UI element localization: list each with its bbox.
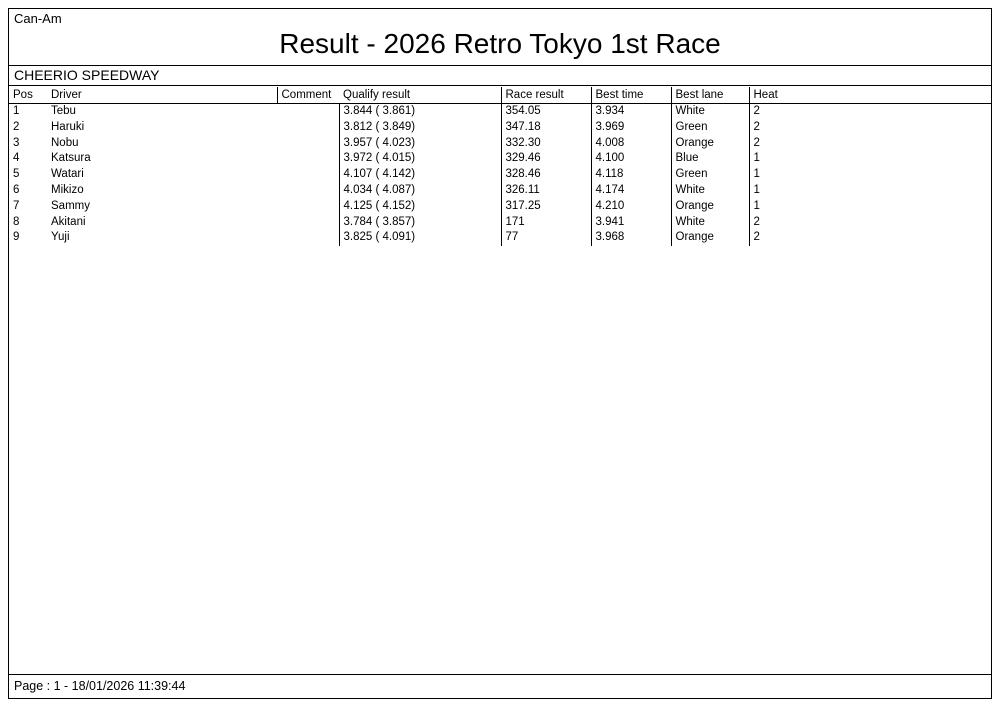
cell-pos: 8 (13, 215, 20, 228)
cell-best-lane: Green (671, 120, 749, 136)
cell-driver: Watari (51, 168, 84, 181)
race-category: Can-Am (14, 11, 62, 26)
cell-comment (277, 136, 339, 152)
table-row (9, 199, 991, 215)
cell-heat: 2 (753, 215, 760, 228)
cell-driver: Katsura (51, 152, 91, 165)
cell-driver: Yuji (51, 231, 70, 244)
table-row (9, 230, 991, 246)
cell-pos: 7 (13, 199, 20, 212)
cell-comment (277, 120, 339, 136)
results-table (9, 87, 991, 246)
cell-best-lane: Orange (671, 230, 749, 246)
cell-heat: 1 (753, 168, 760, 181)
cell-pos: 5 (13, 168, 20, 181)
report-header (9, 9, 991, 66)
cell-heat: 2 (753, 231, 760, 244)
column-header-driver: Driver (47, 87, 277, 104)
table-row (9, 151, 991, 167)
venue-name: CHEERIO SPEEDWAY (14, 67, 160, 83)
cell-heat: 2 (753, 105, 760, 117)
cell-driver: Tebu (51, 105, 76, 117)
table-row (9, 183, 991, 199)
cell-best-time: 4.118 (591, 167, 671, 183)
cell-driver: Akitani (51, 215, 86, 228)
cell-driver: Sammy (51, 199, 90, 212)
cell-qualify: 4.034 ( 4.087) (339, 183, 501, 199)
table-row (9, 167, 991, 183)
results-table-wrapper (9, 87, 991, 246)
cell-race: 354.05 (501, 104, 591, 120)
column-header-pos: Pos (9, 87, 47, 104)
cell-qualify: 3.812 ( 3.849) (339, 120, 501, 136)
cell-race: 347.18 (501, 120, 591, 136)
cell-best-lane: White (671, 183, 749, 199)
column-header-qualify: Qualify result (339, 87, 501, 104)
cell-best-time: 4.174 (591, 183, 671, 199)
report-footer (9, 674, 991, 698)
cell-comment (277, 230, 339, 246)
column-header-comment: Comment (277, 87, 339, 104)
cell-best-time: 3.934 (591, 104, 671, 120)
cell-pos: 2 (13, 120, 20, 133)
cell-qualify: 3.825 ( 4.091) (339, 230, 501, 246)
results-table-body (9, 104, 991, 247)
cell-race: 77 (501, 230, 591, 246)
column-header-best-lane: Best lane (671, 87, 749, 104)
cell-heat: 1 (753, 183, 760, 196)
cell-best-lane: Green (671, 167, 749, 183)
cell-comment (277, 215, 339, 231)
cell-qualify: 4.107 ( 4.142) (339, 167, 501, 183)
cell-race: 317.25 (501, 199, 591, 215)
table-header-row (9, 87, 991, 104)
cell-best-time: 3.969 (591, 120, 671, 136)
cell-pos: 6 (13, 183, 20, 196)
cell-best-time: 4.210 (591, 199, 671, 215)
cell-qualify: 3.972 ( 4.015) (339, 151, 501, 167)
cell-heat: 1 (753, 199, 760, 212)
cell-qualify: 3.844 ( 3.861) (339, 104, 501, 120)
cell-qualify: 3.784 ( 3.857) (339, 215, 501, 231)
cell-qualify: 3.957 ( 4.023) (339, 136, 501, 152)
table-row (9, 120, 991, 136)
cell-pos: 4 (13, 152, 20, 165)
cell-driver: Haruki (51, 120, 85, 133)
cell-heat: 2 (753, 136, 760, 149)
cell-comment (277, 183, 339, 199)
cell-best-time: 4.008 (591, 136, 671, 152)
column-header-best-time: Best time (591, 87, 671, 104)
cell-race: 329.46 (501, 151, 591, 167)
venue-row (9, 66, 991, 86)
cell-best-lane: Blue (671, 151, 749, 167)
cell-race: 171 (501, 215, 591, 231)
cell-comment (277, 151, 339, 167)
table-row (9, 104, 991, 120)
cell-pos: 9 (13, 231, 20, 244)
cell-best-lane: Orange (671, 136, 749, 152)
column-header-race: Race result (501, 87, 591, 104)
cell-race: 332.30 (501, 136, 591, 152)
cell-best-time: 4.100 (591, 151, 671, 167)
cell-driver: Mikizo (51, 183, 84, 196)
cell-best-lane: White (671, 104, 749, 120)
cell-comment (277, 199, 339, 215)
cell-heat: 1 (753, 152, 760, 165)
cell-heat: 2 (753, 120, 760, 133)
cell-race: 326.11 (501, 183, 591, 199)
report-sheet (8, 8, 992, 699)
cell-best-lane: Orange (671, 199, 749, 215)
page-title: Result - 2026 Retro Tokyo 1st Race (279, 28, 721, 59)
results-table-head (9, 87, 991, 104)
footer-page-timestamp: Page : 1 - 18/01/2026 11:39:44 (14, 679, 186, 693)
cell-pos: 3 (13, 136, 20, 149)
cell-best-time: 3.968 (591, 230, 671, 246)
column-header-heat: Heat (749, 87, 991, 104)
table-row (9, 136, 991, 152)
cell-driver: Nobu (51, 136, 79, 149)
cell-comment (277, 104, 339, 120)
cell-qualify: 4.125 ( 4.152) (339, 199, 501, 215)
cell-race: 328.46 (501, 167, 591, 183)
table-row (9, 215, 991, 231)
cell-comment (277, 167, 339, 183)
cell-best-time: 3.941 (591, 215, 671, 231)
cell-pos: 1 (13, 105, 20, 117)
cell-best-lane: White (671, 215, 749, 231)
